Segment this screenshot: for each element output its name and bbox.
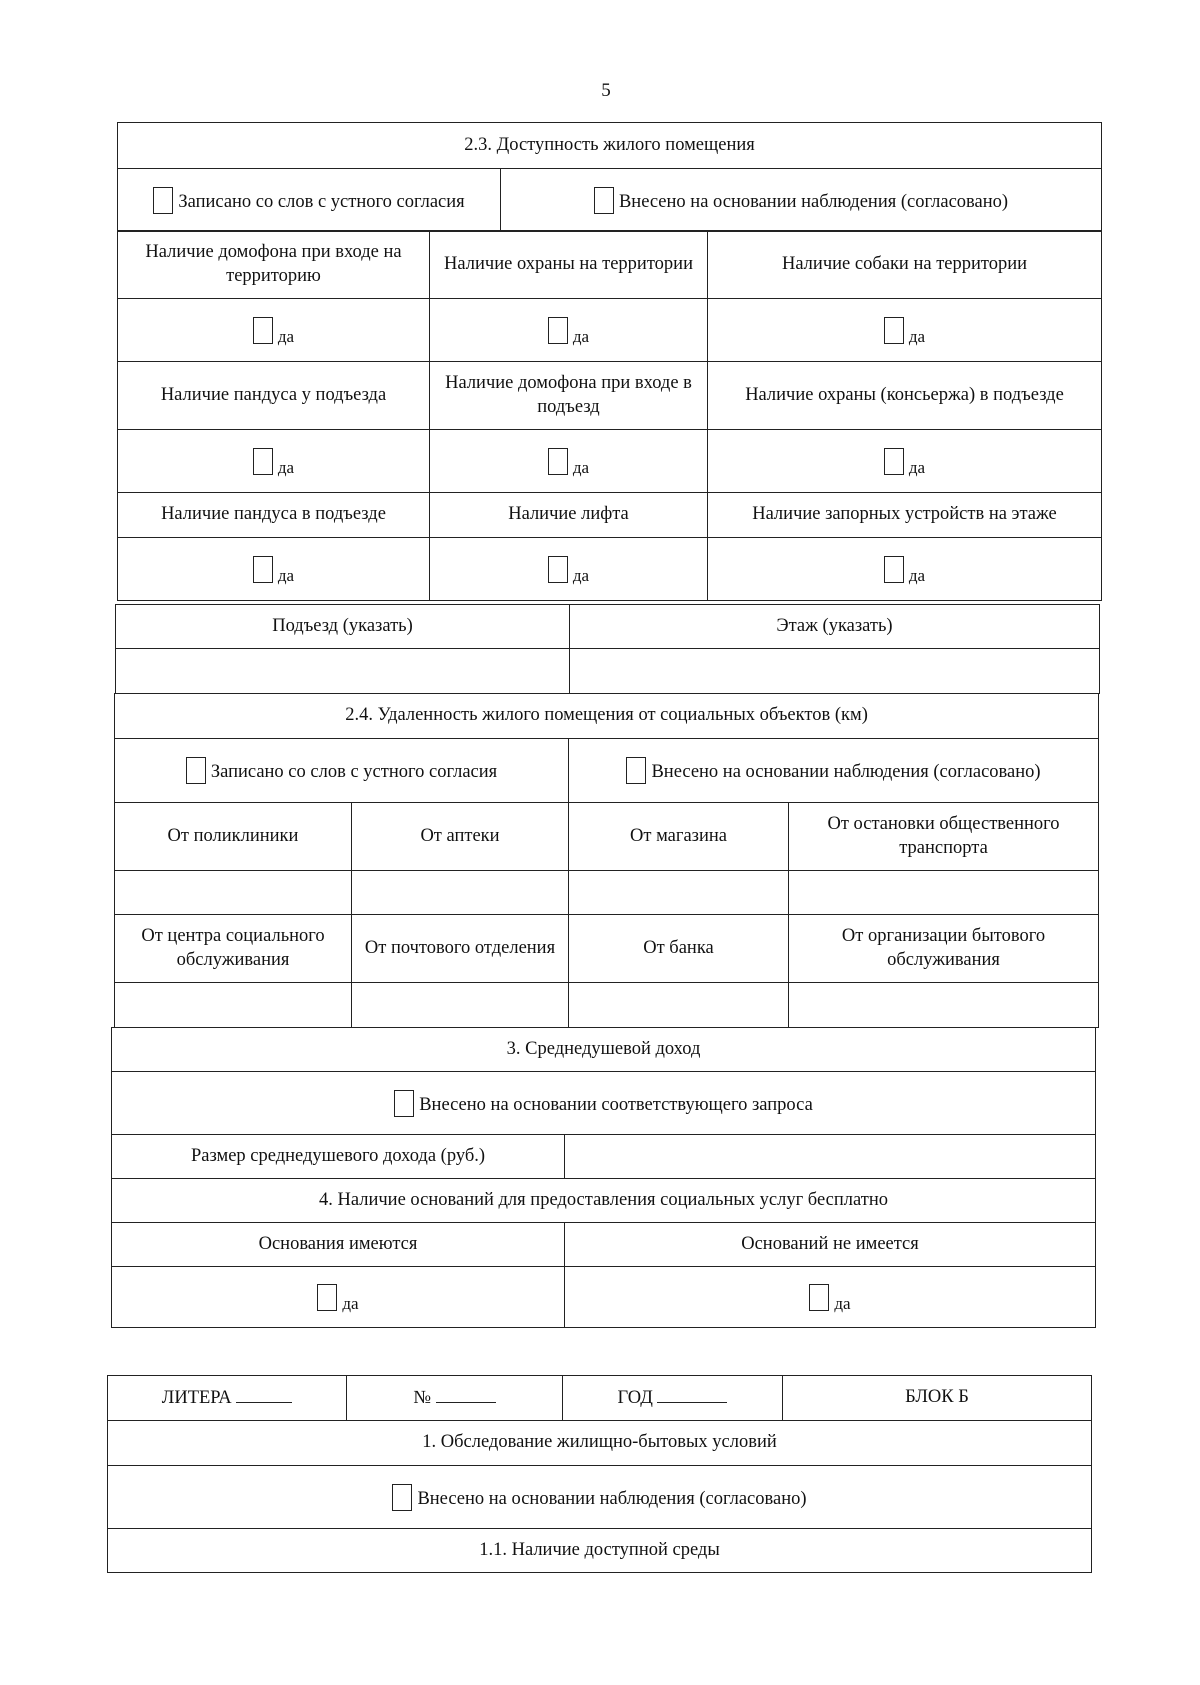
block-b-table <box>107 1375 1092 1573</box>
number-field[interactable] <box>347 1376 563 1421</box>
observation-option[interactable] <box>501 169 1102 232</box>
from-household-service-input[interactable] <box>789 983 1099 1028</box>
intercom-territory-yes[interactable] <box>118 299 430 362</box>
grounds-exist-yes[interactable] <box>112 1267 565 1328</box>
yes-label: да <box>277 566 295 586</box>
checkbox[interactable] <box>548 448 568 475</box>
checkbox[interactable] <box>884 448 904 475</box>
number-label: № <box>413 1387 432 1408</box>
ramp-inside-yes[interactable] <box>118 538 430 601</box>
oral-consent-option[interactable] <box>118 169 501 232</box>
litera-blank[interactable] <box>236 1386 292 1403</box>
locking-devices-label: Наличие запорных устройств на этаже <box>708 493 1102 538</box>
entrance-input[interactable] <box>116 649 570 694</box>
year-label: ГОД <box>617 1387 653 1408</box>
yes-label: да <box>572 566 590 586</box>
block-label: БЛОК Б <box>783 1376 1092 1421</box>
elevator-yes[interactable] <box>430 538 708 601</box>
accessibility-grid <box>117 230 1102 601</box>
concierge-yes[interactable] <box>708 430 1102 493</box>
checkbox[interactable] <box>884 317 904 344</box>
block-b-subtitle: 1.1. Наличие доступной среды <box>108 1529 1092 1573</box>
from-post-office-input[interactable] <box>352 983 569 1028</box>
from-bank-label: От банка <box>569 915 789 983</box>
from-bank-input[interactable] <box>569 983 789 1028</box>
distance-observation-checkbox[interactable] <box>626 757 646 784</box>
intercom-entrance-label: Наличие домофона при входе в подъезд <box>430 362 708 430</box>
yes-label: да <box>572 458 590 478</box>
distance-oral-label: Записано со слов с устного согласия <box>210 761 498 782</box>
yes-label: да <box>342 1294 359 1314</box>
checkbox[interactable] <box>317 1284 337 1311</box>
section-2-3-title: 2.3. Доступность жилого помещения <box>118 123 1102 169</box>
distance-oral-checkbox[interactable] <box>186 757 206 784</box>
checkbox[interactable] <box>548 556 568 583</box>
yes-label: да <box>277 327 295 347</box>
distance-observation-option[interactable] <box>569 739 1099 803</box>
block-b-title: 1. Обследование жилищно-бытовых условий <box>108 1421 1092 1466</box>
distance-oral-option[interactable] <box>115 739 569 803</box>
dog-territory-label: Наличие собаки на территории <box>708 231 1102 299</box>
checkbox[interactable] <box>884 556 904 583</box>
floor-input[interactable] <box>570 649 1100 694</box>
income-request-option[interactable] <box>112 1072 1096 1135</box>
locking-devices-yes[interactable] <box>708 538 1102 601</box>
checkbox[interactable] <box>809 1284 829 1311</box>
security-territory-yes[interactable] <box>430 299 708 362</box>
floor-label: Этаж (указать) <box>570 605 1100 649</box>
section-4-title: 4. Наличие оснований для предоставления социальных услуг бесплатно <box>112 1179 1096 1223</box>
income-request-label: Внесено на основании соответствующего запроса <box>419 1094 813 1115</box>
observation-label: Внесено на основании наблюдения (согласовано) <box>618 191 1009 212</box>
from-post-office-label: От почтового отделения <box>352 915 569 983</box>
checkbox[interactable] <box>253 317 273 344</box>
grounds-none-yes[interactable] <box>565 1267 1096 1328</box>
grounds-exist-label: Основания имеются <box>112 1223 565 1267</box>
ramp-entrance-label: Наличие пандуса у подъезда <box>118 362 430 430</box>
security-territory-label: Наличие охраны на территории <box>430 231 708 299</box>
intercom-territory-label: Наличие домофона при входе на территорию <box>118 231 430 299</box>
intercom-entrance-yes[interactable] <box>430 430 708 493</box>
elevator-label: Наличие лифта <box>430 493 708 538</box>
block-b-observation-option[interactable] <box>108 1466 1092 1529</box>
oral-consent-label: Записано со слов с устного согласия <box>178 191 465 212</box>
yes-label: да <box>908 458 926 478</box>
yes-label: да <box>277 458 295 478</box>
page-number: 5 <box>601 80 611 101</box>
checkbox[interactable] <box>253 556 273 583</box>
yes-label: да <box>908 327 926 347</box>
year-blank[interactable] <box>657 1386 727 1403</box>
distance-observation-label: Внесено на основании наблюдения (согласовано) <box>651 761 1041 782</box>
year-field[interactable] <box>563 1376 783 1421</box>
from-household-service-label: От организации бытового обслуживания <box>789 915 1099 983</box>
section-2-4-title: 2.4. Удаленность жилого помещения от социальных объектов (км) <box>115 694 1099 739</box>
checkbox[interactable] <box>548 317 568 344</box>
from-social-center-label: От центра социального обслуживания <box>115 915 352 983</box>
entrance-label: Подъезд (указать) <box>116 605 570 649</box>
yes-label: да <box>908 566 926 586</box>
from-shop-label: От магазина <box>569 803 789 871</box>
oral-consent-checkbox[interactable] <box>153 187 173 214</box>
income-size-input[interactable] <box>565 1135 1096 1179</box>
litera-field[interactable] <box>108 1376 347 1421</box>
block-b-observation-label: Внесено на основании наблюдения (согласовано) <box>417 1488 807 1509</box>
yes-label: да <box>834 1294 851 1314</box>
yes-label: да <box>572 327 590 347</box>
section-3-title: 3. Среднедушевой доход <box>112 1028 1096 1072</box>
from-social-center-input[interactable] <box>115 983 352 1028</box>
checkbox[interactable] <box>253 448 273 475</box>
from-transport-label: От остановки общественного транспорта <box>789 803 1099 871</box>
observation-checkbox[interactable] <box>594 187 614 214</box>
concierge-label: Наличие охраны (консьержа) в подъезде <box>708 362 1102 430</box>
ramp-entrance-yes[interactable] <box>118 430 430 493</box>
from-transport-input[interactable] <box>789 871 1099 915</box>
income-size-label: Размер среднедушевого дохода (руб.) <box>112 1135 565 1179</box>
litera-label: ЛИТЕРА <box>161 1387 232 1408</box>
distance-table <box>114 693 1099 1028</box>
ramp-inside-label: Наличие пандуса в подъезде <box>118 493 430 538</box>
accessibility-table <box>117 122 1102 232</box>
income-request-checkbox[interactable] <box>394 1090 414 1117</box>
grounds-none-label: Оснований не имеется <box>565 1223 1096 1267</box>
from-shop-input[interactable] <box>569 871 789 915</box>
income-table <box>111 1027 1096 1328</box>
from-pharmacy-input[interactable] <box>352 871 569 915</box>
dog-territory-yes[interactable] <box>708 299 1102 362</box>
from-clinic-label: От поликлиники <box>115 803 352 871</box>
from-clinic-input[interactable] <box>115 871 352 915</box>
block-b-observation-checkbox[interactable] <box>392 1484 412 1511</box>
entrance-floor-table <box>115 604 1100 694</box>
from-pharmacy-label: От аптеки <box>352 803 569 871</box>
number-blank[interactable] <box>436 1386 496 1403</box>
